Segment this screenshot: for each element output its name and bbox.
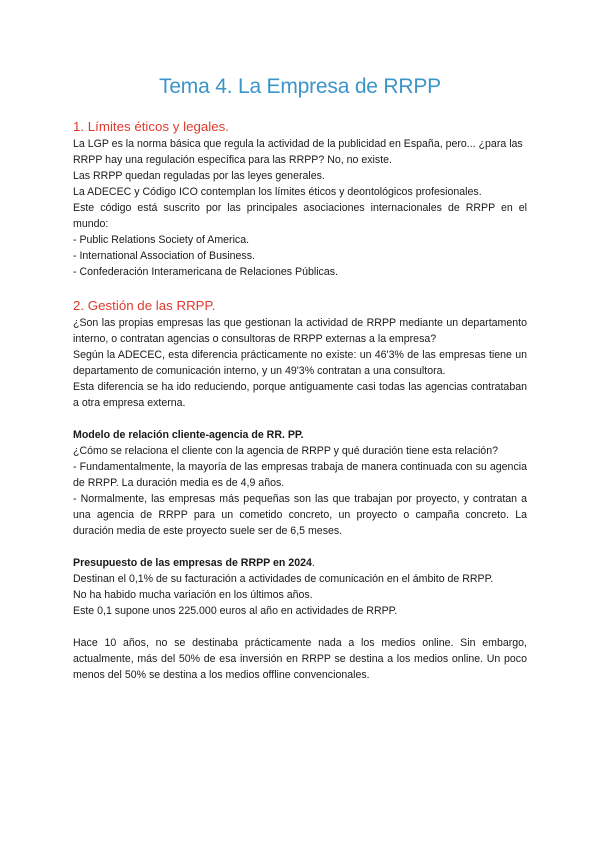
section-2-paragraph-1: ¿Son las propias empresas las que gestionan la actividad de RRPP mediante un departamento interno, o contratan agencias o consultoras de RRPP externas a la empresa? (73, 317, 527, 345)
section-1-heading: 1. Límites éticos y legales. (73, 119, 229, 134)
budget-line-3: Este 0,1 supone unos 225.000 euros al año en actividades de RRPP. (73, 605, 398, 617)
section-1-paragraph-2: Las RRPP quedan reguladas por las leyes generales. (73, 170, 325, 182)
budget-heading: Presupuesto de las empresas de RRPP en 2024 (73, 557, 312, 569)
list-item: - Public Relations Society of America. (73, 234, 250, 246)
budget-heading-dot: . (311, 557, 315, 569)
section-1-paragraph-1: La LGP es la norma básica que regula la actividad de la publicidad en España, pero... ¿para las RRPP hay una regulación específica para las RRPP? No, no existe. (73, 138, 523, 166)
section-2-paragraph-3: Esta diferencia se ha ido reduciendo, porque antiguamente casi todas las agencias contrataban a otra empresa externa. (73, 381, 527, 409)
closing-paragraph: Hace 10 años, no se destinaba prácticamente nada a los medios online. Sin embargo, actualmente, más del 50% de esa inversión en RRPP se destina a los medios online. Un poco menos del 50% se destina a los medios offline convencionales. (73, 637, 527, 681)
budget-heading-line (73, 555, 527, 571)
model-bullet-2: - Normalmente, las empresas más pequeñas son las que trabajan por proyecto, y contratan a una agencia de RRPP para un cometido concreto, un proyecto o campaña concreto. La duración media de este proyecto suele ser de 6,5 meses. (73, 493, 527, 537)
model-heading: Modelo de relación cliente-agencia de RR. PP. (73, 429, 304, 441)
spacer (73, 619, 527, 635)
section-2-paragraph-2: Según la ADECEC, esta diferencia prácticamente no existe: un 46'3% de las empresas tiene un departamento de comunicación interno, y un 49'3% contratan a una consultora. (73, 349, 527, 377)
section-2-heading: 2. Gestión de las RRPP. (73, 298, 216, 313)
budget-line-2: No ha habido mucha variación en los últimos años. (73, 589, 313, 601)
section-1-paragraph-4: Este código está suscrito por las principales asociaciones internacionales de RRPP en el mundo: (73, 202, 527, 230)
list-item: - Confederación Interamericana de Relaciones Públicas. (73, 266, 338, 278)
document-body (73, 116, 527, 683)
model-question: ¿Cómo se relaciona el cliente con la agencia de RRPP y qué duración tiene esta relación? (73, 445, 498, 457)
section-1-paragraph-3: La ADECEC y Código ICO contemplan los límites éticos y deontológicos profesionales. (73, 186, 482, 198)
budget-line-1: Destinan el 0,1% de su facturación a actividades de comunicación en el ámbito de RRPP. (73, 573, 494, 585)
page-title: Tema 4. La Empresa de RRPP (159, 75, 441, 98)
spacer (73, 539, 527, 555)
list-item: - International Association of Business. (73, 250, 255, 262)
spacer (73, 411, 527, 427)
model-bullet-1: - Fundamentalmente, la mayoría de las empresas trabaja de manera continuada con su agencia de RRPP. La duración media es de 4,9 años. (73, 461, 527, 489)
